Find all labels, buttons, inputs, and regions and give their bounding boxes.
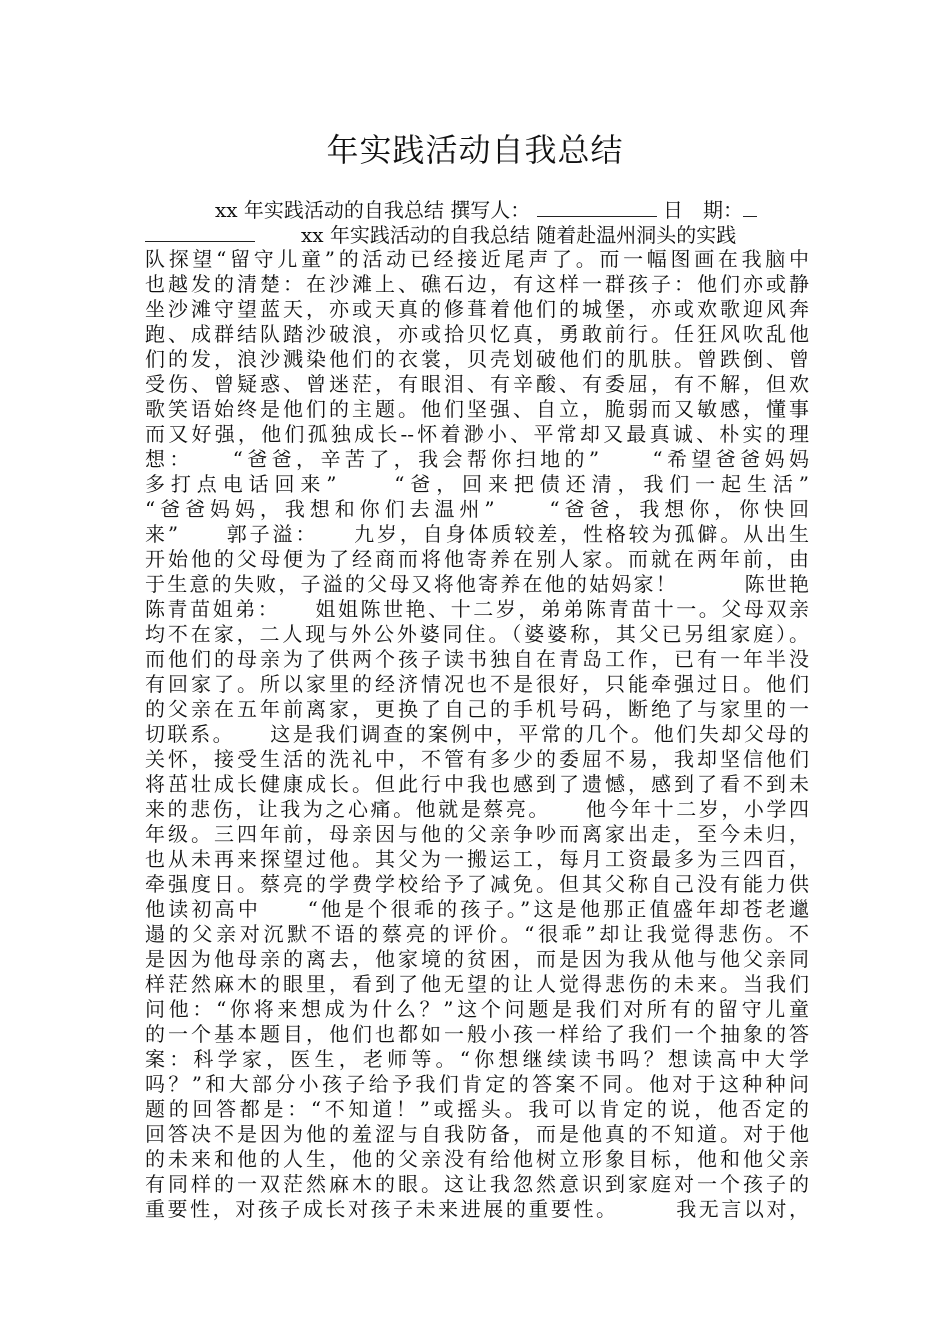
text-line: 受伤、曾疑惑、曾迷茫，有眼泪、有辛酸、有委屈，有不解，但欢	[145, 372, 809, 396]
text-line: 样茫然麻木的眼里，看到了他无望的让人觉得悲伤的未来。当我们	[145, 972, 809, 996]
text-line: 有同样的一双茫然麻木的眼。这让我忽然意识到家庭对一个孩子的	[145, 1172, 809, 1196]
text-line: 陈青苗姐弟： 姐姐陈世艳、十二岁，弟弟陈青苗十一。父母双亲	[145, 597, 809, 621]
header-prefix: xx 年实践活动的自我总结	[215, 198, 444, 222]
text-line: 来的悲伤，让我为之心痛。他就是蔡亮。 他今年十二岁，小学四	[145, 797, 809, 821]
text-line: 想： “爸爸，辛苦了，我会帮你扫地的” “希望爸爸妈妈	[145, 447, 809, 471]
date-label: 日 期：	[663, 198, 743, 222]
text-line: 也越发的清楚：在沙滩上、礁石边，有这样一群孩子：他们亦或静	[145, 272, 809, 296]
document-title: 年实践活动自我总结	[326, 131, 624, 169]
header-continuation: xx 年实践活动的自我总结 随着赴温州洞头的实践	[301, 223, 737, 247]
text-line: 均不在家，二人现与外公外婆同住。（婆婆称，其父已另组家庭）。	[145, 622, 809, 646]
text-line: 问他：“你将来想成为什么？”这个问题是我们对所有的留守儿童	[145, 997, 809, 1021]
text-line: 而又好强，他们孤独成长--怀着渺小、平常却又最真诚、朴实的理	[145, 422, 809, 446]
text-line: 是因为他母亲的离去，他家境的贫困，而是因为我从他与他父亲同	[145, 947, 809, 971]
text-line: 遢的父亲对沉默不语的蔡亮的评价。“很乖”却让我觉得悲伤。不	[145, 922, 809, 946]
text-line: 题的回答都是：“不知道！”或摇头。我可以肯定的说，他否定的	[145, 1097, 809, 1121]
text-line: 他读初高中 “他是个很乖的孩子。”这是他那正值盛年却苍老邋	[145, 897, 809, 921]
header-line	[145, 197, 809, 222]
text-line: 牵强度日。蔡亮的学费学校给予了减免。但其父称自己没有能力供	[145, 872, 809, 896]
text-line: 有回家了。所以家里的经济情况也不是很好，只能牵强过日。他们	[145, 672, 809, 696]
text-line: 的未来和他的人生，他的父亲没有给他树立形象目标，他和他父亲	[145, 1147, 809, 1171]
text-line: 的父亲在五年前离家，更换了自己的手机号码，断绝了与家里的一	[145, 697, 809, 721]
text-line: 于生意的失败，子溢的父母又将他寄养在他的姑妈家！ 陈世艳	[145, 572, 809, 596]
text-line: 来” 郭子溢： 九岁，自身体质较差，性格较为孤僻。从出生	[145, 522, 809, 546]
continuation-line	[145, 222, 809, 247]
text-line: 年级。三四年前，母亲因与他的父亲争吵而离家出走，至今未归，	[145, 822, 809, 846]
text-line: 切联系。 这是我们调查的案例中，平常的几个。他们失却父母的	[145, 722, 809, 746]
text-line: 案：科学家，医生，老师等。“你想继续读书吗？想读高中大学	[145, 1047, 809, 1071]
author-label: 撰写人：	[450, 198, 531, 222]
text-line: 多打点电话回来” “爸，回来把债还清，我们一起生活”	[145, 472, 809, 496]
text-line: 们的发，浪沙溅染他们的衣裳，贝壳划破他们的肌肤。曾跌倒、曾	[145, 347, 809, 371]
text-line: 坐沙滩守望蓝天，亦或天真的修葺着他们的城堡，亦或欢歌迎风奔	[145, 297, 809, 321]
text-line: 吗？”和大部分小孩子给予我们肯定的答案不同。他对于这种种问	[145, 1072, 809, 1096]
document-body	[145, 197, 809, 1222]
date-blank-continued	[145, 222, 255, 242]
text-line: 而他们的母亲为了供两个孩子读书独自在青岛工作，已有一年半没	[145, 647, 809, 671]
paragraph-lines	[145, 247, 809, 1222]
text-line: 将茁壮成长健康成长。但此行中我也感到了遗憾，感到了看不到未	[145, 772, 809, 796]
text-line: 也从未再来探望过他。其父为一搬运工，每月工资最多为三四百，	[145, 847, 809, 871]
date-blank	[743, 197, 757, 217]
text-line: 跑、成群结队踏沙破浪，亦或拾贝忆真，勇敢前行。任狂风吹乱他	[145, 322, 809, 346]
text-line: 关怀，接受生活的洗礼中，不管有多少的委屈不易，我却坚信他们	[145, 747, 809, 771]
text-line: 的一个基本题目，他们也都如一般小孩一样给了我们一个抽象的答	[145, 1022, 809, 1046]
text-line: 重要性，对孩子成长对孩子未来进展的重要性。 我无言以对，	[145, 1197, 809, 1221]
text-line: 开始他的父母便为了经商而将他寄养在别人家。而就在两年前，由	[145, 547, 809, 571]
author-blank	[537, 197, 657, 217]
text-line: “爸爸妈妈，我想和你们去温州” “爸爸，我想你，你快回	[145, 497, 809, 521]
text-line: 队探望“留守儿童”的活动已经接近尾声了。而一幅图画在我脑中	[145, 247, 809, 271]
text-line: 歌笑语始终是他们的主题。他们坚强、自立，脆弱而又敏感，懂事	[145, 397, 809, 421]
text-line: 回答决不是因为他的羞涩与自我防备，而是他真的不知道。对于他	[145, 1122, 809, 1146]
